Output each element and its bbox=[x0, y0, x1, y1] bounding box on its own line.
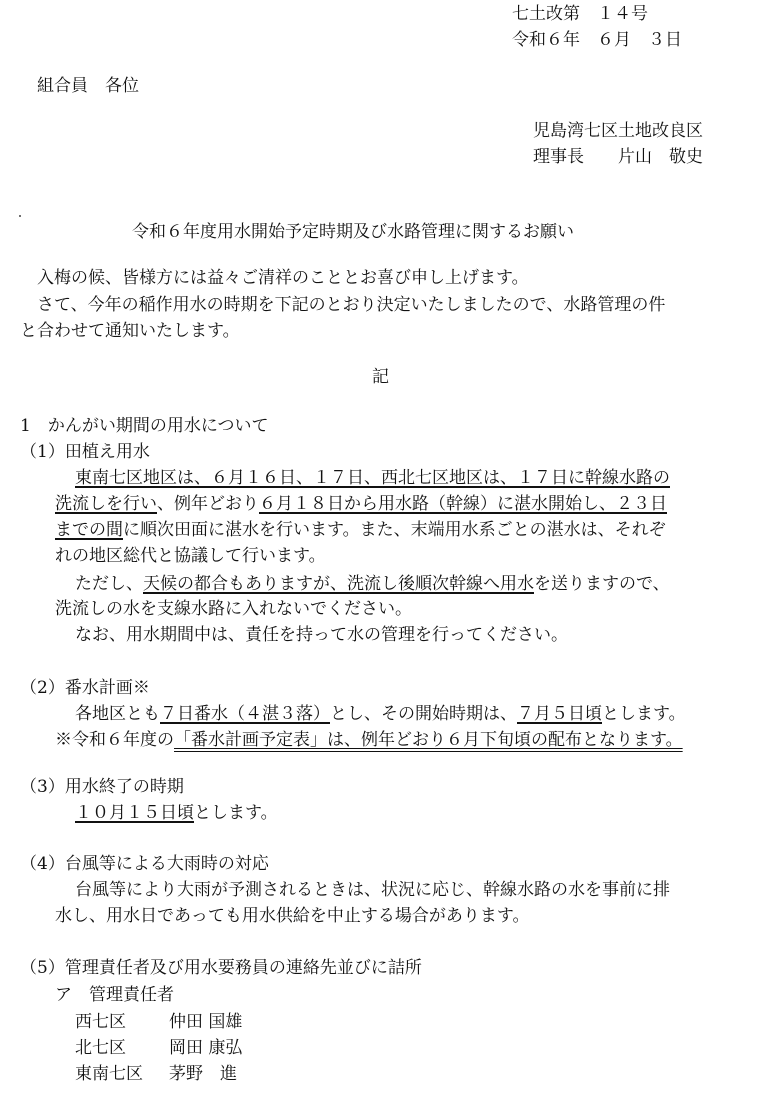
sub5-heading: （5）管理責任者及び用水要務員の連絡先並びに詰所 bbox=[20, 958, 422, 978]
sub3-line-1 bbox=[75, 805, 278, 822]
ki-heading: 記 bbox=[372, 367, 389, 387]
sub4-line-1: 台風等により大雨が予測されるときは、状況に応じ、幹線水路の水を事前に排 bbox=[75, 880, 670, 900]
intro-line-3: と合わせて通知いたします。 bbox=[20, 321, 240, 341]
sub1-line-5-plain-b: を送りますので、 bbox=[534, 574, 670, 594]
intro-line-1: 入梅の候、皆様方には益々ご清祥のこととお喜び申し上げます。 bbox=[37, 268, 529, 288]
sub2-line-1-plain-b: とし、その開始時期は、 bbox=[330, 704, 517, 724]
sub3-line-1-plain: とします。 bbox=[194, 803, 278, 823]
sub5-manager-heading: ア 管理責任者 bbox=[55, 985, 174, 1005]
sub2-line-1-plain-c: とします。 bbox=[602, 704, 686, 724]
sub2-line-2-underlined: 「番水計画予定表」は、例年どおり６月下旬頃の配布となります。 bbox=[174, 730, 683, 750]
stray-mark bbox=[19, 215, 21, 217]
sub1-line-1: 東南七区地区は、６月１６日、１７日、西北七区地区は、１７日に幹線水路の bbox=[75, 468, 670, 488]
sub2-heading: （2）番水計画※ bbox=[20, 678, 150, 698]
manager-district: 北七区 bbox=[75, 1038, 126, 1058]
sub1-line-2-underlined-a: 洗流しを行い bbox=[55, 494, 157, 514]
manager-name: 岡田 康弘 bbox=[169, 1038, 243, 1058]
sub1-line-4: れの地区総代と協議して行います。 bbox=[55, 546, 326, 566]
sub1-line-5-underlined: 天候の都合もありますが、洗流し後順次幹線へ用水 bbox=[143, 574, 534, 594]
document-number: 七土改第 １４号 bbox=[512, 4, 648, 24]
sub3-heading: （3）用水終了の時期 bbox=[20, 777, 184, 797]
manager-district: 西七区 bbox=[75, 1012, 126, 1032]
sub1-line-6: 洗流しの水を支線水路に入れないでください。 bbox=[55, 599, 412, 619]
intro-line-2: さて、今年の稲作用水の時期を下記のとおり決定いたしましたので、水路管理の件 bbox=[37, 295, 666, 315]
sub4-heading: （4）台風等による大雨時の対応 bbox=[20, 854, 269, 874]
sub2-line-1-underlined-a: ７日番水（４湛３落） bbox=[160, 704, 330, 724]
recipient: 組合員 各位 bbox=[37, 76, 139, 96]
sub1-line-5-plain-a: ただし、 bbox=[75, 574, 143, 594]
sub4-line-2: 水し、用水日であっても用水供給を中止する場合があります。 bbox=[55, 906, 530, 926]
document-date: 令和６年 ６月 ３日 bbox=[512, 30, 682, 50]
sub2-line-1 bbox=[75, 706, 686, 723]
sub1-line-3-plain: に順次田面に湛水を行います。また、末端用水系ごとの湛水は、それぞ bbox=[123, 520, 666, 540]
section-1-heading: 1 かんがい期間の用水について bbox=[20, 416, 269, 436]
sender-organization: 児島湾七区土地改良区 bbox=[533, 121, 703, 141]
sub2-line-1-underlined-b: ７月５日頃 bbox=[517, 704, 602, 724]
sub2-line-2-plain: ※令和６年度の bbox=[55, 730, 174, 750]
sub3-line-1-underlined: １０月１５日頃 bbox=[75, 803, 194, 823]
sub1-line-3 bbox=[55, 522, 666, 539]
document-title: 令和６年度用水開始予定時期及び水路管理に関するお願い bbox=[132, 222, 574, 242]
manager-name: 仲田 国雄 bbox=[169, 1012, 243, 1032]
sub1-line-7: なお、用水期間中は、責任を持って水の管理を行ってください。 bbox=[75, 625, 568, 645]
sender-name: 理事長 片山 敬史 bbox=[533, 147, 703, 167]
manager-district: 東南七区 bbox=[75, 1064, 143, 1084]
manager-name: 茅野 進 bbox=[169, 1064, 237, 1084]
sub1-line-2 bbox=[55, 496, 667, 513]
sub1-line-2-plain: 、例年どおり bbox=[157, 494, 259, 514]
sub1-heading: （1）田植え用水 bbox=[20, 442, 150, 462]
sub1-line-5 bbox=[75, 576, 670, 593]
sub2-line-2 bbox=[55, 732, 683, 749]
sub1-line-2-underlined-b: ６月１８日から用水路（幹線）に湛水開始し、２３日 bbox=[259, 494, 667, 514]
sub2-line-1-plain-a: 各地区とも bbox=[75, 704, 160, 724]
sub1-line-3-underlined: までの間 bbox=[55, 520, 123, 540]
